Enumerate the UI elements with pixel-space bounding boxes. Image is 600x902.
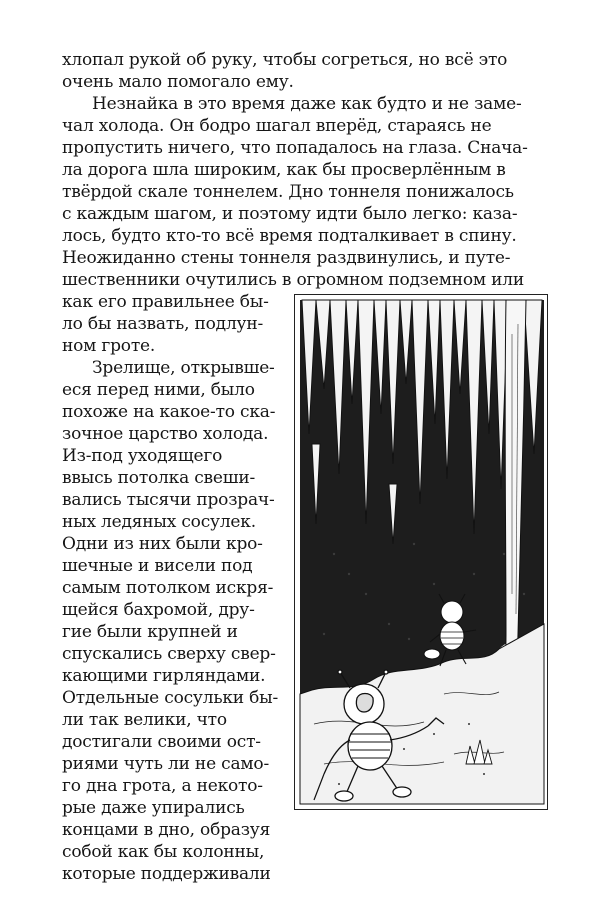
text-line: ло бы назвать, подлун-	[62, 314, 264, 334]
text-line: собой как бы колонны,	[62, 842, 265, 862]
text-line: Одни из них были кро-	[62, 534, 263, 554]
text-line: достигали своими ост-	[62, 732, 261, 752]
text-line: зочное царство холода.	[62, 424, 269, 444]
text-line: хлопал рукой об руку, чтобы согреться, но всё это	[62, 50, 508, 70]
text-line: кающими гирляндами.	[62, 666, 266, 686]
text-line: шечные и висели под	[62, 556, 253, 576]
text-line: твёрдой скале тоннелем. Дно тоннеля понижалось	[62, 182, 514, 202]
text-line: как его правильнее бы-	[62, 292, 269, 312]
text-line: самым потолком искря-	[62, 578, 274, 598]
text-line: Неожиданно стены тоннеля раздвинулись, и путе-	[62, 248, 511, 268]
text-line: шественники очутились в огромном подземном или	[62, 270, 524, 290]
text-line: риями чуть ли не само-	[62, 754, 269, 774]
text-line: с каждым шагом, и поэтому идти было легко: каза-	[62, 204, 518, 224]
text-line: ввысь потолка свеши-	[62, 468, 256, 488]
text-line: го дна грота, а некото-	[62, 776, 263, 796]
text-line: гие были крупней и	[62, 622, 238, 642]
text-line: рые даже упирались	[62, 798, 245, 818]
text-line: концами в дно, образуя	[62, 820, 271, 840]
text-line: очень мало помогало ему.	[62, 72, 294, 92]
text-line: пропустить ничего, что попадалось на глаза. Снача-	[62, 138, 528, 158]
text-line: которые поддерживали	[62, 864, 271, 884]
text-line: ла дорога шла широким, как бы просверлённым в	[62, 160, 506, 180]
text-line: лось, будто кто-то всё время подталкивает в спину.	[62, 226, 517, 246]
text-line: спускались сверху свер-	[62, 644, 276, 664]
text-line: ном гроте.	[62, 336, 156, 356]
text-line: Отдельные сосульки бы-	[62, 688, 279, 708]
text-line: ных ледяных сосулек.	[62, 512, 256, 532]
ice-cave-illustration	[294, 294, 548, 810]
text-line: вались тысячи прозрач-	[62, 490, 275, 510]
paragraph-start-line: Незнайка в это время даже как будто и не заме-	[92, 94, 522, 114]
paragraph-start-line: Зрелище, открывше-	[92, 358, 275, 378]
text-line: Из-под уходящего	[62, 446, 223, 466]
text-line: еся перед ними, было	[62, 380, 255, 400]
text-line: похоже на какое-то ска-	[62, 402, 276, 422]
text-line: щейся бахромой, дру-	[62, 600, 255, 620]
text-line: ли так велики, что	[62, 710, 227, 730]
text-line: чал холода. Он бодро шагал вперёд, стараясь не	[62, 116, 492, 136]
